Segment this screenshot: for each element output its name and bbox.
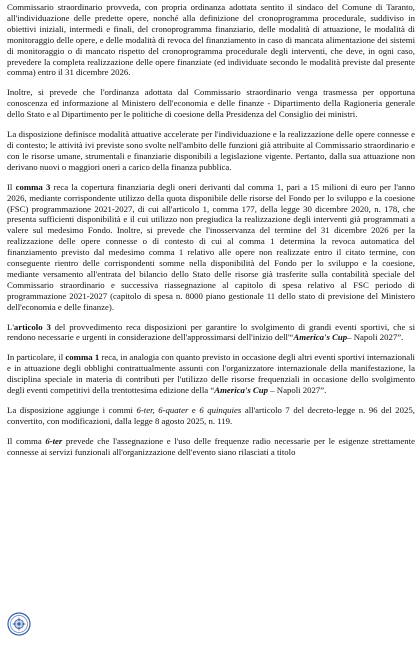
- paragraph-6-bold-comma: comma 1: [65, 352, 100, 363]
- paragraph-1: Commissario straordinario provveda, con propria ordinanza adottata sentito il sindaco del Comune di Taranto, all'individuazione delle predette opere, nonché alla definizione del cronoprogramma procedurale, suddiviso in obiettivi iniziali, intermedi e finali, del cronoprogramma finanziario, delle modalità di attuazione, le modalità di monitoraggio delle opere, e delle modalità di revoca del finanziamento in caso di mancata alimentazione dei sistemi di monitoraggio o di mancato rispetto del cronoprogramma procedurale degli interventi, che deve, in ogni caso, prevedere la completa realizzazione delle opere finanziate (ed individuate secondo le modalità previste dal presente comma) entro il 31 dicembre 2026.: [7, 2, 415, 78]
- paragraph-6: [7, 352, 415, 396]
- paragraph-8: [7, 436, 415, 458]
- paragraph-8-text-c: prevede che l'assegnazione e l'uso delle frequenze radio necessarie per le esigenze strettamente connesse ai servizi funzionali all'organizzazione dell'evento siano rilasciati a titolo: [7, 435, 415, 457]
- paragraph-7: [7, 405, 415, 427]
- paragraph-4-text-c: reca la copertura finanziaria degli oneri derivanti dal comma 1, pari a 15 milioni di euro per l'anno 2026, mediante corrispondente utilizzo della quota disponibile delle risorse del Fondo per lo sviluppo e la coesione (FSC) programmazione 2021-2027, di cui all'articolo 1, comma 177, della legge 30 dicembre 2020, n. 178, che presenta sufficienti disponibilità e il cui utilizzo non pregiudica la realizzazione degli interventi già programmati a valere sul medesimo Fondo. Inoltre, si prevede che l'inosservanza del termine del 31 dicembre 2026 per la realizzazione delle opere connesse o di contesto di cui al comma 1 determina la revoca automatica del finanziamento previsto dal medesimo comma 1 relativo alle opere non realizzate entro il citato termine, con conseguente rientro delle corrispondenti somme nella disponibilità del Fondo per lo sviluppo e la coesione, mediante versamento all'entrata del bilancio dello Stato delle risorse già trasferite sulla contabilità speciale del Commissario straordinario e successiva riassegnazione al capitolo di spesa relativo al FSC periodo di programmazione 2021-2027 (capitolo di spesa n. 8000 piano gestionale 11 dello stato di previsione del Ministero dell'economia e delle finanze).: [7, 181, 415, 312]
- paragraph-6-text-c: reca, in analogia con quanto previsto in occasione degli altri eventi sportivi internazionali e in attuazione degli obblighi contrattualmente assunti con l'organizzatore internazionale della manifestazione, la disciplina speciale in materia di contributi per l'utilizzo delle risorse frequenziali in occasione dello svolgimento degli eventi competitivi della trentottesima edizione della “: [7, 352, 415, 396]
- paragraph-7-quinquies-italic: 6 quinquies: [199, 405, 242, 415]
- paragraph-6-text-e: – Napoli 2027”.: [268, 385, 327, 396]
- document-page: [7, 2, 415, 467]
- institutional-seal-icon: [7, 612, 31, 636]
- paragraph-4-text-a: Il: [7, 181, 16, 192]
- paragraph-5-text-e: – Napoli 2027”.: [347, 332, 404, 343]
- paragraph-7-text-c: e: [188, 405, 200, 415]
- paragraph-8-comma-italic: 6-ter: [45, 435, 63, 446]
- paragraph-5: [7, 322, 415, 344]
- paragraph-7-text-e: all'articolo 7 del decreto-legge n. 96 del 2025, convertito, con modificazioni, dalla legge 8 agosto 2025, n. 119.: [7, 405, 415, 426]
- paragraph-5-bold-articolo: articolo 3: [13, 321, 51, 332]
- paragraph-7-text-a: La disposizione aggiunge i commi: [7, 405, 137, 415]
- paragraph-5-text-a: L': [7, 321, 14, 332]
- paragraph-5-event-name: America's Cup: [293, 332, 348, 343]
- paragraph-4-bold-comma: comma 3: [15, 181, 51, 192]
- paragraph-3: La disposizione definisce modalità attuative accelerate per l'individuazione e la realizzazione delle opere connesse e di contesto; le attività ivi previste sono svolte nell'ambito delle funzioni già attribuite al Commissario straordinario e con le risorse umane, strumentali e finanziarie disponibili a legislazione vigente. Pertanto, dalla sua attuazione non derivano nuovi o maggiori oneri a carico della finanza pubblica.: [7, 129, 415, 172]
- paragraph-6-text-a: In particolare, il: [7, 352, 66, 363]
- paragraph-5-text-c: del provvedimento reca disposizioni per garantire lo svolgimento di grandi eventi sportivi, che si rendono necessarie e urgenti in considerazione dell'approssimarsi dell'inizio dell'“: [7, 321, 416, 343]
- paragraph-4: [7, 182, 415, 313]
- paragraph-7-commi-italic: 6-ter, 6-quater: [136, 405, 189, 415]
- paragraph-8-text-a: Il comma: [7, 435, 46, 446]
- paragraph-2: Inoltre, si prevede che l'ordinanza adottata dal Commissario straordinario venga trasmessa per opportuna conoscenza ed informazione al Ministero dell'economia e delle finanze - Dipartimento della Ragioneria generale dello Stato e al Dipartimento per le politiche di coesione della Presidenza del Consiglio dei ministri.: [7, 87, 415, 120]
- paragraph-6-event-name: America's Cup: [214, 385, 268, 396]
